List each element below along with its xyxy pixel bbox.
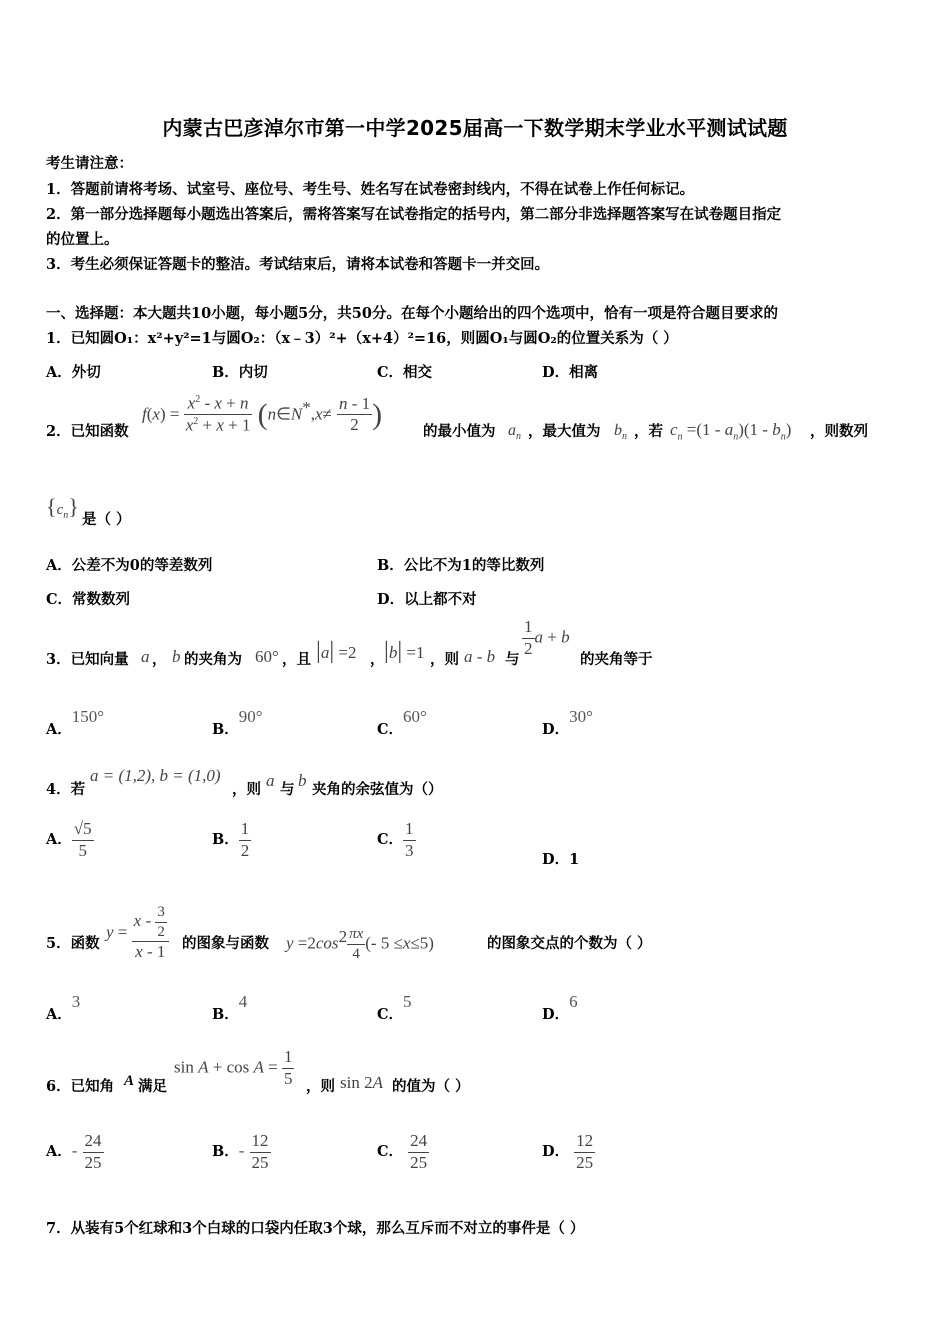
notice-item-2-cont: 的位置上。 bbox=[46, 231, 119, 248]
q3-vec-b: b bbox=[172, 647, 181, 666]
q6-option-a-value: $\frac{24}{25}$ bbox=[84, 1131, 102, 1172]
q4-option-b[interactable] bbox=[212, 820, 251, 860]
q5-option-b[interactable] bbox=[212, 992, 248, 1024]
q2-cn-set: $\{c_n\}$ bbox=[46, 494, 79, 521]
q6-option-b-label: B． bbox=[212, 1143, 239, 1161]
q3-option-b[interactable] bbox=[212, 707, 263, 739]
q3-option-b-value: 90° bbox=[238, 707, 263, 726]
q6-t1: 满足 bbox=[138, 1078, 167, 1095]
q3-option-d[interactable] bbox=[542, 707, 593, 739]
q2-formula: f(x) = $\frac{x^2 - x + n}{x^2 + x + 1}$ (n∈N*,x≠ $\frac{n - 1}{2}$ ) bbox=[142, 393, 383, 435]
q6-option-d-value: $\frac{12}{25}$ bbox=[576, 1131, 594, 1172]
page-title: 内蒙古巴彦淖尔市第一中学2025届高一下数学期末学业水平测试试题 bbox=[162, 116, 788, 140]
q4-option-a[interactable] bbox=[46, 820, 94, 860]
q3-option-a-value: 150° bbox=[71, 707, 105, 726]
q2-num: 2．已知函数 bbox=[46, 423, 129, 440]
q6-option-d[interactable] bbox=[542, 1132, 595, 1172]
q4-option-b-value: $\frac{1}{2}$ bbox=[240, 819, 250, 860]
q2-bn: $b_n$ bbox=[614, 422, 627, 443]
q6-option-c-label: C． bbox=[377, 1143, 404, 1161]
q4-option-a-value: $\frac{√5}{5}$ bbox=[73, 819, 92, 860]
q6-option-b-value: $\frac{12}{25}$ bbox=[251, 1131, 269, 1172]
q5-option-d-value: 6 bbox=[569, 992, 578, 1011]
q6-angle-a: A bbox=[124, 1073, 135, 1089]
q7-stem: 7．从装有5个红球和3个白球的口袋内任取3个球，那么互斥而不对立的事件是（ ） bbox=[46, 1220, 585, 1237]
q2-option-b[interactable]: B．公比不为1的等比数列 bbox=[377, 557, 545, 574]
q2-option-d[interactable]: D．以上都不对 bbox=[377, 591, 477, 608]
q3-option-d-label: D． bbox=[542, 721, 570, 738]
section-heading: 一、选择题：本大题共10小题，每小题5分，共50分。在每个小题给出的四个选项中，恰有一项是符合题目要求的 bbox=[46, 305, 778, 322]
q2-text-min: 的最小值为 bbox=[423, 423, 496, 440]
q4-option-d-value: 1 bbox=[569, 851, 580, 868]
q6-formula: sin A + cos A = $\frac{1}{5}$ bbox=[174, 1047, 293, 1088]
q6-sin2a: sin 2A bbox=[340, 1073, 383, 1092]
q4-option-c[interactable] bbox=[377, 820, 416, 860]
q2-text-if: ，若 bbox=[634, 423, 663, 440]
q3-option-c[interactable] bbox=[377, 707, 427, 739]
q5-num: 5．函数 bbox=[46, 935, 100, 952]
q4-t2: 与 bbox=[280, 781, 295, 798]
q4-option-d-label: D． bbox=[542, 851, 570, 868]
q5-option-b-value: 4 bbox=[238, 992, 248, 1011]
q3-t7: 的夹角等于 bbox=[580, 651, 653, 668]
q6-option-c-value: $\frac{24}{25}$ bbox=[410, 1131, 428, 1172]
q5-t2: 的图象交点的个数为（ ） bbox=[487, 935, 652, 952]
q3-t3: ，且 bbox=[282, 651, 311, 668]
q3-option-d-value: 30° bbox=[569, 707, 593, 726]
q3-half-a-plus-b: $\frac{1}{2}$ a + b bbox=[524, 617, 570, 658]
q6-option-b-sign: - bbox=[238, 1141, 245, 1161]
q5-option-a-label: A． bbox=[46, 1006, 72, 1023]
q6-option-a[interactable] bbox=[46, 1132, 104, 1172]
q4-option-b-label: B． bbox=[212, 831, 239, 849]
q2-option-a[interactable]: A．公差不为0的等差数列 bbox=[46, 557, 213, 574]
q6-option-c[interactable] bbox=[377, 1132, 429, 1172]
q5-t1: 的图象与函数 bbox=[182, 935, 269, 952]
q3-angle: 60° bbox=[255, 647, 279, 666]
q2-tail: 是（ ） bbox=[82, 511, 131, 528]
notice-item-3: 3．考生必须保证答题卡的整洁。考试结束后，请将本试卷和答题卡一并交回。 bbox=[46, 256, 550, 273]
q4-a: a bbox=[266, 771, 275, 790]
notice-heading: 考生请注意： bbox=[46, 155, 133, 172]
q1-option-d[interactable]: D．相离 bbox=[542, 364, 599, 381]
q3-vec-a: a bbox=[141, 647, 150, 666]
notice-item-1: 1．答题前请将考场、试室号、座位号、考生号、姓名写在试卷密封线内，不得在试卷上作任何标记。 bbox=[46, 181, 695, 198]
q5-option-c[interactable] bbox=[377, 992, 412, 1024]
q1-option-c[interactable]: C．相交 bbox=[377, 364, 433, 381]
q5-formula-1: y = x - $\frac{3}{2}$ x - 1 bbox=[106, 904, 169, 962]
q6-option-a-label: A． bbox=[46, 1143, 72, 1161]
q1-option-b[interactable]: B．内切 bbox=[212, 364, 268, 381]
q3-t5: ，则 bbox=[430, 651, 459, 668]
q4-t3: 夹角的余弦值为（） bbox=[312, 781, 443, 798]
q6-t3: 的值为（ ） bbox=[392, 1078, 470, 1095]
q3-norm-b: |b| =1 bbox=[384, 638, 425, 664]
q3-t2: 的夹角为 bbox=[184, 651, 242, 668]
q3-option-a[interactable] bbox=[46, 707, 105, 739]
q5-option-b-label: B． bbox=[212, 1006, 239, 1023]
q5-option-c-label: C． bbox=[377, 1006, 404, 1023]
q1-stem: 1．已知圆O₁：x²+y²=1与圆O₂：（x﹣3）²+（x+4）²=16，则圆O₁与圆O₂的位置关系为（ ） bbox=[46, 330, 678, 347]
q5-option-a[interactable] bbox=[46, 992, 81, 1024]
q6-num: 6．已知角 bbox=[46, 1078, 115, 1095]
q4-b: b bbox=[298, 771, 307, 790]
q5-formula-2: $y =2\cos^2$ $\frac{\pi x}{4}$ (- 5 ≤x≤5) bbox=[286, 926, 434, 962]
q4-num: 4．若 bbox=[46, 781, 86, 798]
q4-option-c-label: C． bbox=[377, 831, 404, 849]
q2-cn-formula: $c_n =(1 - a_n)(1 - b_n)$ bbox=[670, 420, 792, 443]
q6-option-a-sign: - bbox=[71, 1141, 78, 1161]
q2-option-c[interactable]: C．常数数列 bbox=[46, 591, 131, 608]
q2-an: $a_n$ bbox=[508, 422, 521, 443]
q3-norm-a: |a| =2 bbox=[316, 638, 357, 664]
q5-option-d[interactable] bbox=[542, 992, 578, 1024]
q5-option-c-value: 5 bbox=[403, 992, 412, 1011]
q4-option-d[interactable] bbox=[542, 848, 579, 869]
q3-option-c-value: 60° bbox=[403, 707, 427, 726]
q4-option-a-label: A． bbox=[46, 831, 72, 849]
q3-option-a-label: A． bbox=[46, 721, 72, 738]
q6-option-b[interactable] bbox=[212, 1132, 271, 1172]
q2-text-seq: ，则数列 bbox=[810, 423, 868, 440]
q3-t4: ， bbox=[370, 651, 385, 668]
q3-t1: ， bbox=[152, 651, 167, 668]
q3-option-b-label: B． bbox=[212, 721, 239, 738]
q1-option-a[interactable]: A．外切 bbox=[46, 364, 101, 381]
q5-option-a-value: 3 bbox=[71, 992, 81, 1011]
q6-option-d-label: D． bbox=[542, 1143, 570, 1161]
q4-option-c-value: $\frac{1}{3}$ bbox=[405, 819, 414, 860]
q4-t1: ，则 bbox=[232, 781, 261, 798]
q3-option-c-label: C． bbox=[377, 721, 404, 738]
q2-text-max: ，最大值为 bbox=[528, 423, 601, 440]
q4-formula: a = (1,2), b = (1,0) bbox=[90, 766, 221, 785]
q6-t2: ，则 bbox=[306, 1078, 335, 1095]
notice-item-2: 2．第一部分选择题每小题选出答案后，需将答案写在试卷指定的括号内，第二部分非选择题答案写在试卷题目指定 bbox=[46, 206, 782, 223]
q3-t6: 与 bbox=[505, 651, 520, 668]
q5-option-d-label: D． bbox=[542, 1006, 570, 1023]
q3-num: 3．已知向量 bbox=[46, 651, 129, 668]
q3-a-minus-b: a - b bbox=[464, 647, 496, 666]
